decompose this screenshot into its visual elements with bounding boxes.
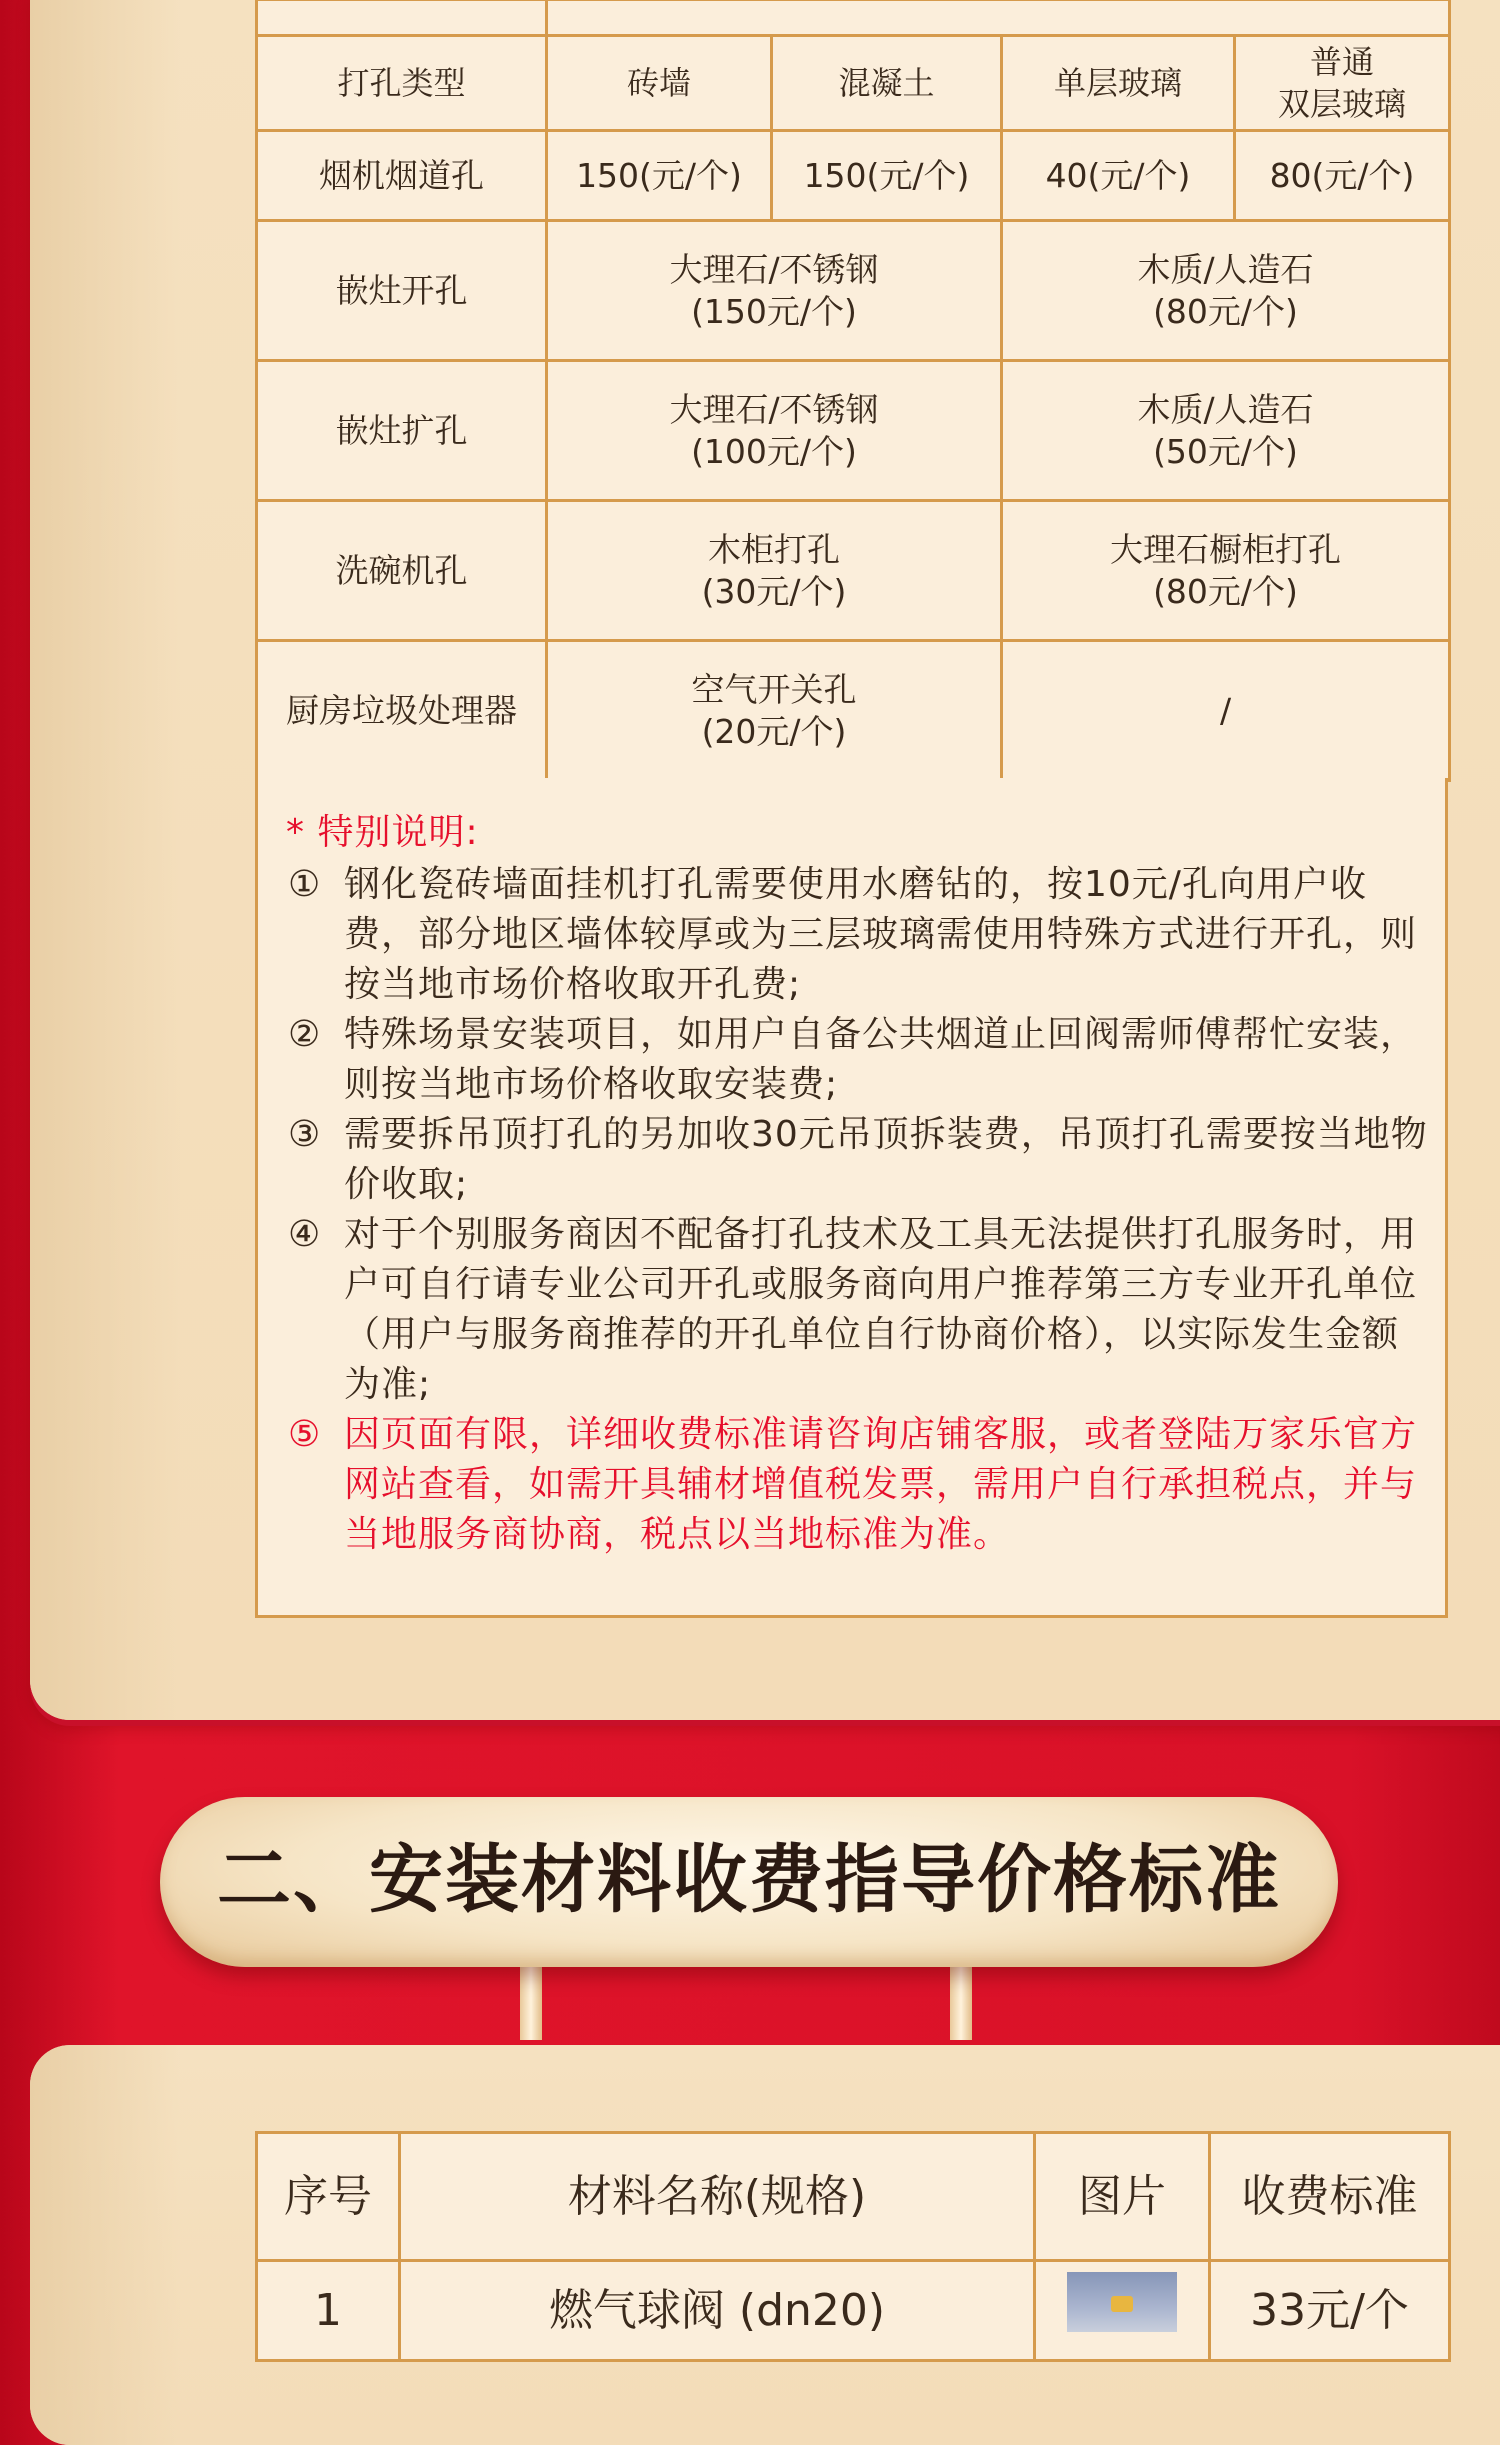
price-left: [547, 221, 1002, 361]
table-row: [257, 2261, 1450, 2361]
price-left: [547, 361, 1002, 501]
price-double-glass: 80(元/个): [1235, 131, 1450, 221]
price-left-value: (150元/个): [691, 291, 857, 331]
special-notes: [255, 778, 1448, 1618]
price-right-material: 木质/人造石: [1137, 389, 1314, 429]
section-header: [160, 1797, 1338, 1967]
table-row: [257, 501, 1450, 641]
table-row: [257, 221, 1450, 361]
price-left-value: (100元/个): [691, 431, 857, 471]
note-item-highlight: [288, 1410, 1428, 1560]
note-number: ③: [288, 1114, 322, 1155]
price-left: [547, 641, 1002, 781]
note-item: [288, 1110, 1428, 1210]
header-concrete: 混凝土: [772, 36, 1002, 131]
price-left-material: 大理石/不锈钢: [669, 389, 879, 429]
row-material-name: 燃气球阀 (dn20): [400, 2261, 1035, 2361]
price-left: [547, 501, 1002, 641]
note-item: [288, 1010, 1428, 1110]
price-right-material: 大理石橱柜打孔: [1110, 529, 1341, 569]
header-material-name: 材料名称(规格): [400, 2133, 1035, 2261]
connector-post-right: [950, 1960, 972, 2040]
connector-post-left: [520, 1960, 542, 2040]
row-name: 烟机烟道孔: [257, 131, 547, 221]
price-right-value: (50元/个): [1153, 431, 1298, 471]
row-name: 嵌灶扩孔: [257, 361, 547, 501]
row-name: 厨房垃圾处理器: [257, 641, 547, 781]
table-row: [257, 361, 1450, 501]
header-double-glass-line2: 双层玻璃: [1277, 85, 1406, 123]
price-right-value: (80元/个): [1153, 571, 1298, 611]
table-row: [257, 641, 1450, 781]
table-header-row: [257, 2133, 1450, 2261]
price-single-glass: 40(元/个): [1002, 131, 1235, 221]
header-double-glass-line1: 普通: [1309, 43, 1374, 81]
row-price: 33元/个: [1210, 2261, 1450, 2361]
gas-ball-valve-image: [1067, 2272, 1177, 2332]
note-number: ①: [288, 864, 322, 905]
table-row: [257, 131, 1450, 221]
note-text: 对于个别服务商因不配备打孔技术及工具无法提供打孔服务时，用户可自行请专业公司开孔或服务商向用户推荐第三方专业开孔单位（用户与服务商推荐的开孔单位自行协商价格），以实际发生金额为准;: [344, 1214, 1418, 1405]
header-double-glass: [1235, 36, 1450, 131]
header-image: 图片: [1035, 2133, 1210, 2261]
note-text: 特殊场景安装项目，如用户自备公共烟道止回阀需师傅帮忙安装，则按当地市场价格收取安装费;: [344, 1014, 1418, 1105]
price-left-material: 空气开关孔: [691, 669, 857, 709]
price-brick: 150(元/个): [547, 131, 772, 221]
notes-title: * 特别说明:: [286, 812, 479, 853]
table-top-spacer-row: [257, 0, 1450, 36]
header-brick: 砖墙: [547, 36, 772, 131]
note-number: ⑤: [288, 1414, 322, 1455]
note-item: [288, 1210, 1428, 1410]
note-text: 钢化瓷砖墙面挂机打孔需要使用水磨钻的，按10元/孔向用户收费，部分地区墙体较厚或为三层玻璃需使用特殊方式进行开孔，则按当地市场价格收取开孔费;: [344, 864, 1418, 1005]
note-text: 需要拆吊顶打孔的另加收30元吊顶拆装费，吊顶打孔需要按当地物价收取;: [344, 1114, 1428, 1205]
price-right-value: (80元/个): [1153, 291, 1298, 331]
price-left-material: 木柜打孔: [708, 529, 840, 569]
price-concrete: 150(元/个): [772, 131, 1002, 221]
row-image: [1035, 2261, 1210, 2361]
price-left-material: 大理石/不锈钢: [669, 249, 879, 289]
section-title: 二、安装材料收费指导价格标准: [217, 1837, 1281, 1923]
row-index: 1: [257, 2261, 400, 2361]
drilling-fee-table: [255, 0, 1451, 782]
header-price: 收费标准: [1210, 2133, 1450, 2261]
price-right: [1002, 361, 1450, 501]
price-right: [1002, 221, 1450, 361]
price-right-material: 木质/人造石: [1137, 249, 1314, 289]
note-text: 因页面有限，详细收费标准请咨询店铺客服，或者登陆万家乐官方网站查看，如需开具辅材增值税发票，需用户自行承担税点，并与当地服务商协商，税点以当地标准为准。: [344, 1414, 1418, 1555]
table-header-row: [257, 36, 1450, 131]
row-name: 洗碗机孔: [257, 501, 547, 641]
note-item: [288, 860, 1428, 1010]
note-number: ④: [288, 1214, 322, 1255]
price-left-value: (20元/个): [701, 711, 847, 751]
price-left-value: (30元/个): [701, 571, 847, 611]
materials-table: [255, 2131, 1451, 2362]
price-right-empty: /: [1002, 641, 1450, 781]
header-index: 序号: [257, 2133, 400, 2261]
row-name: 嵌灶开孔: [257, 221, 547, 361]
price-right: [1002, 501, 1450, 641]
header-type: 打孔类型: [257, 36, 547, 131]
header-single-glass: 单层玻璃: [1002, 36, 1235, 131]
note-number: ②: [288, 1014, 322, 1055]
